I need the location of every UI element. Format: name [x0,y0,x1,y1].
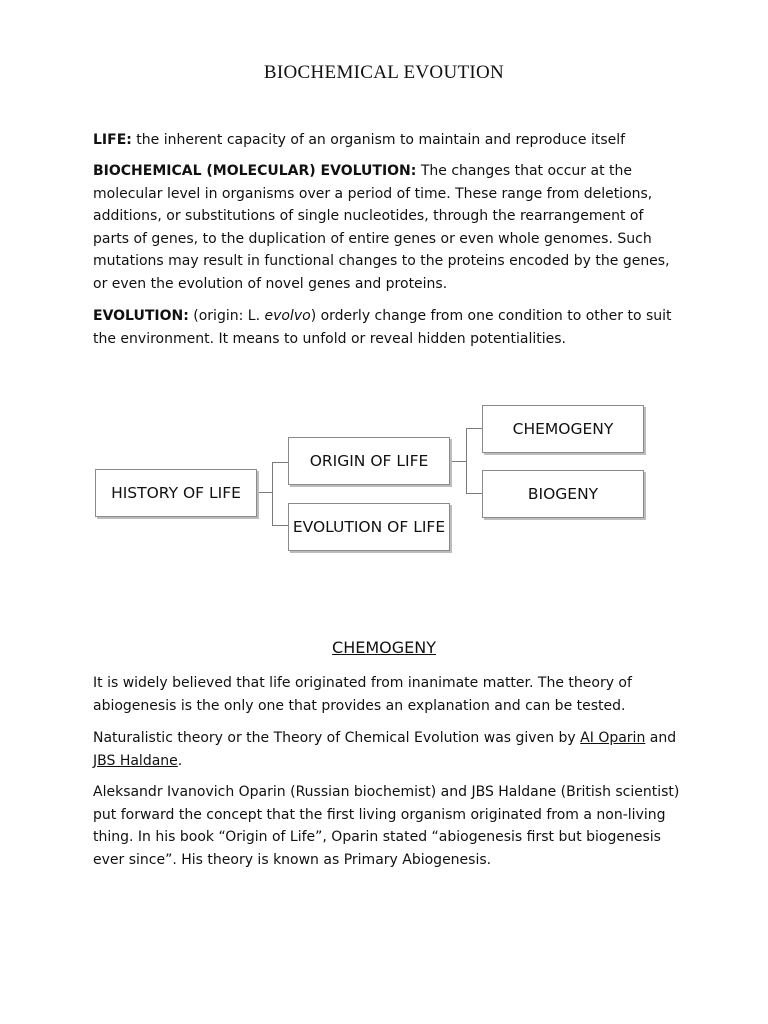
evolution-of-life-box: EVOLUTION OF LIFE [288,503,450,551]
life-term: LIFE: [93,132,132,148]
evolution-latin-word: evolvo [264,308,311,324]
evolution-text-before: (origin: L. [188,308,265,324]
evolution-text-after: ) orderly change from one condition to other to suit the environment. It means to unfold or reveal hidden potentialities. [93,308,672,347]
biochemical-evolution-definition [93,160,683,296]
evolution-term: EVOLUTION: [93,308,189,324]
connector-line [466,493,482,494]
connector-line [257,492,273,493]
origin-of-life-box: ORIGIN OF LIFE [288,437,450,485]
connector-line [272,462,273,526]
page-title: BIOCHEMICAL EVOUTION [263,62,505,83]
evolution-definition [93,305,683,350]
biogeny-box: BIOGENY [482,470,644,518]
haldane-link[interactable]: JBS Haldane [93,752,178,769]
oparin-link[interactable]: AI Oparin [580,730,646,746]
connector-line [272,462,288,463]
life-definition [93,129,683,152]
biochemical-text: The changes that occur at the molecular level in organisms over a period of time. These range from deletions, additions, or substitutions of single nucleotides, through the rearrangement of parts of genes, to the duplication of entire genes or even whole genomes. Such mutations may result in functional changes to the proteins encoded by the genes, or even the evolution of novel genes and proteins. [93,163,670,292]
chemogeny-heading: CHEMOGENY [332,638,436,657]
p2-text-after: . [177,752,183,769]
chemogeny-paragraph-1: It is widely believed that life originated from inanimate matter. The theory of abiogenesis is the only one that provides an explanation and can be tested. [93,675,632,714]
chemogeny-paragraph-2 [93,727,683,772]
chemogeny-paragraph-3: Aleksandr Ivanovich Oparin (Russian biochemist) and JBS Haldane (British scientist) put forward the concept that the first living organism originated from a non-living thing. In his book “Origin of Life”, Oparin stated “abiogenesis first but biogenesis ever since”. His theory is known as Primary Abiogenesis. [93,784,680,868]
connector-line [450,461,467,462]
p2-text-before: Naturalistic theory or the Theory of Chemical Evolution was given by [93,730,581,746]
chemogeny-box: CHEMOGENY [482,405,644,453]
life-text: the inherent capacity of an organism to maintain and reproduce itself [131,132,626,148]
connector-line [272,525,288,526]
connector-line [466,428,467,494]
p2-text-mid: and [645,730,677,746]
biochemical-term: BIOCHEMICAL (MOLECULAR) EVOLUTION: [93,163,417,179]
connector-line [466,428,482,429]
history-of-life-box: HISTORY OF LIFE [95,469,257,517]
